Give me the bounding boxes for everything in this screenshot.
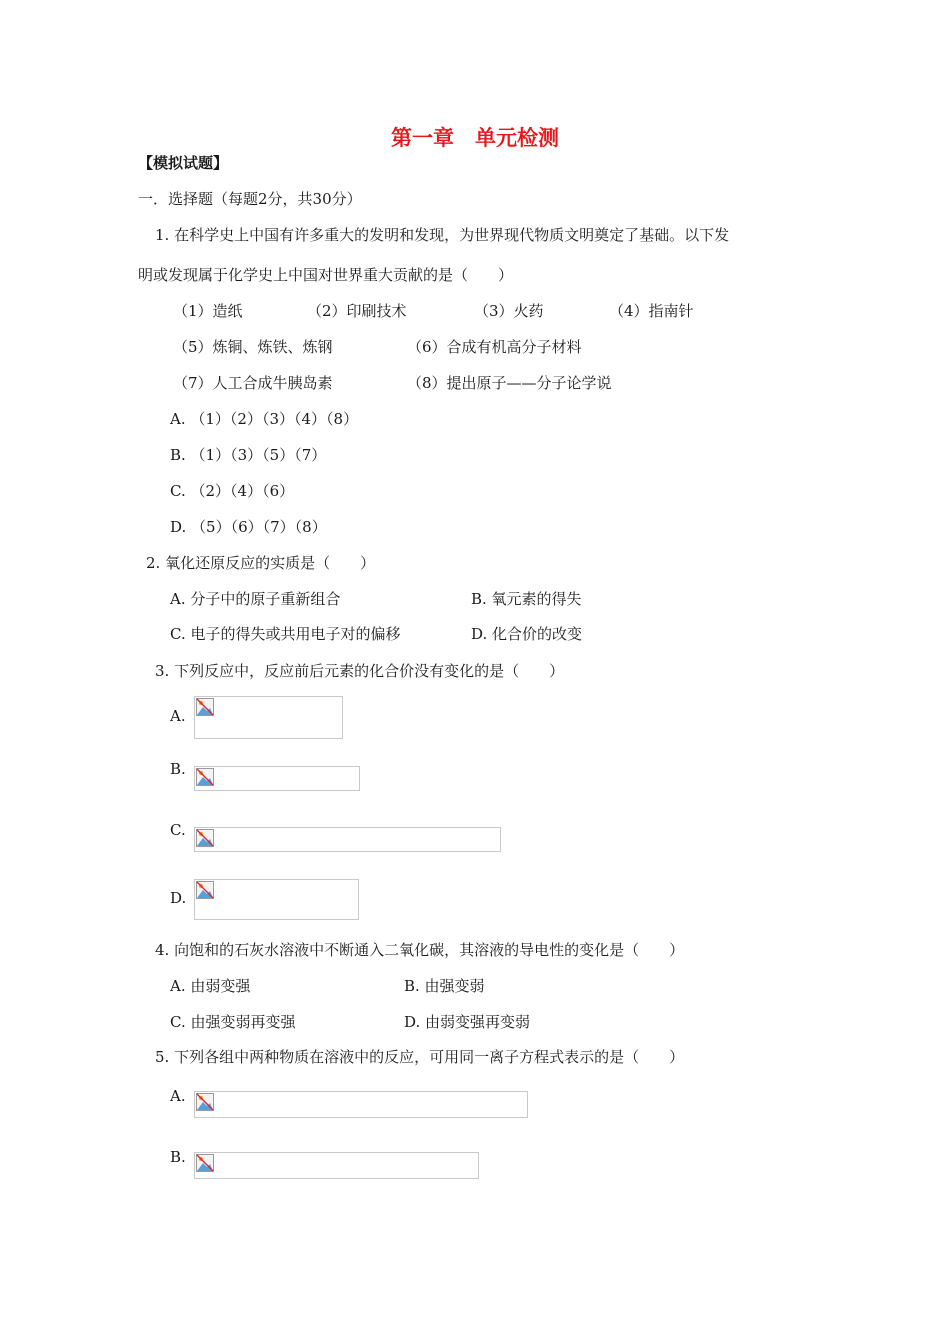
q3-option-d-label: D. [170,889,187,907]
q1-option-d: D. （5）（6）（7）（8） [170,518,327,536]
q4-option-d: D. 由弱变强再变弱 [404,1013,531,1031]
q3-stem: 3. 下列反应中，反应前后元素的化合价没有变化的是（ ） [155,662,565,680]
q2-option-d: D. 化合价的改变 [471,625,583,643]
q1-item: （8）提出原子——分子论学说 [407,374,612,392]
q4-option-c: C. 由强变弱再变强 [170,1013,296,1031]
q3-option-b-image [194,766,360,791]
broken-image-icon [196,698,214,716]
page-title: 第一章 单元检测 [391,126,559,150]
q1-item: （6）合成有机高分子材料 [407,338,582,356]
q3-option-c-label: C. [170,821,186,839]
q1-item: （7）人工合成牛胰岛素 [173,374,333,392]
q3-option-c-image [194,827,501,852]
q2-option-b: B. 氧元素的得失 [471,590,582,608]
broken-image-icon [196,829,214,847]
q4-option-a: A. 由弱变强 [170,977,251,995]
q5-option-b-image [194,1152,479,1179]
broken-image-icon [196,1154,214,1172]
broken-image-icon [196,768,214,786]
q1-item: （3）火药 [474,302,544,320]
q5-option-a-label: A. [170,1087,186,1105]
q3-option-d-image [194,879,359,920]
q5-option-b-label: B. [170,1148,186,1166]
q3-option-a-label: A. [170,707,186,725]
broken-image-icon [196,1093,214,1111]
q4-option-b: B. 由强变弱 [404,977,485,995]
q1-stem-line2: 明或发现属于化学史上中国对世界重大贡献的是（ ） [138,266,514,284]
q3-option-b-label: B. [170,760,186,778]
q1-item: （5）炼铜、炼铁、炼钢 [173,338,333,356]
broken-image-icon [196,881,214,899]
q3-option-a-image [194,696,343,739]
part-heading: 一．选择题（每题2分，共30分） [138,190,362,208]
q1-item: （4）指南针 [609,302,694,320]
q2-option-c: C. 电子的得失或共用电子对的偏移 [170,625,401,643]
q2-option-a: A. 分子中的原子重新组合 [170,590,341,608]
q1-option-c: C. （2）（4）（6） [170,482,295,500]
q1-option-b: B. （1）（3）（5）（7） [170,446,327,464]
q1-option-a: A. （1）（2）（3）（4）（8） [170,410,359,428]
q2-stem: 2. 氧化还原反应的实质是（ ） [146,554,376,572]
q5-stem: 5. 下列各组中两种物质在溶液中的反应，可用同一离子方程式表示的是（ ） [155,1048,685,1066]
q1-item: （2）印刷技术 [307,302,407,320]
q1-item: （1）造纸 [173,302,243,320]
q1-stem-line1: 1. 在科学史上中国有许多重大的发明和发现，为世界现代物质文明奠定了基础。以下发 [155,226,730,244]
q4-stem: 4. 向饱和的石灰水溶液中不断通入二氧化碳，其溶液的导电性的变化是（ ） [155,941,685,959]
q5-option-a-image [194,1091,528,1118]
section-heading: 【模拟试题】 [138,154,229,172]
